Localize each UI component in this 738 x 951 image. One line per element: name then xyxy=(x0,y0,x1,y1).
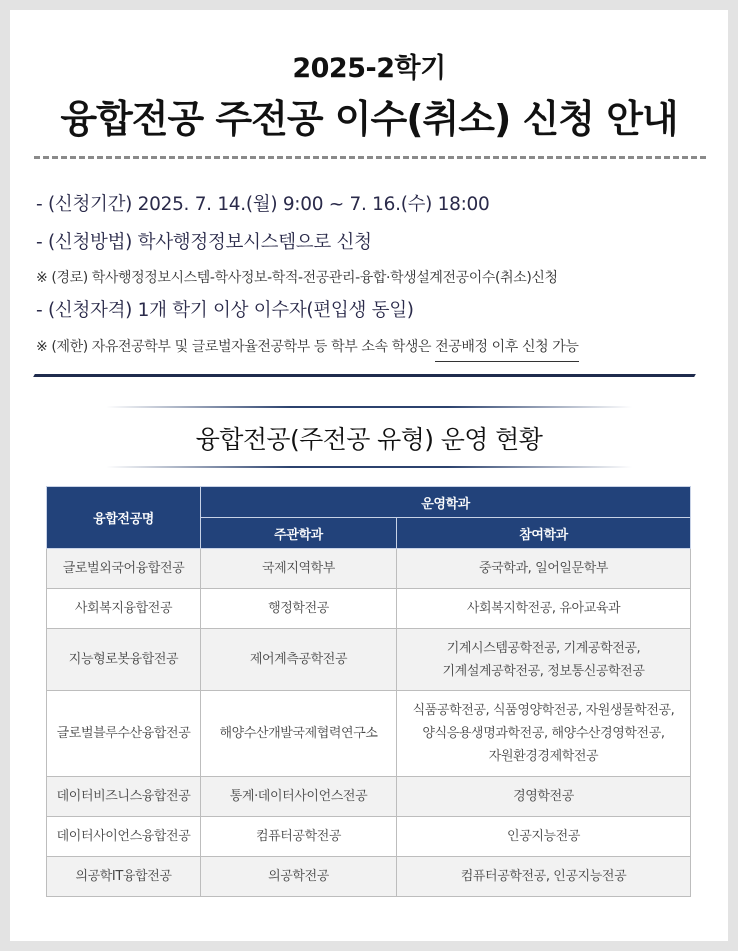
partner-dept-line: 컴퓨터공학전공, 인공지능전공 xyxy=(460,869,627,884)
cell-major-name: 지능형로봇융합전공 xyxy=(47,629,201,691)
cell-partner-depts xyxy=(397,549,691,589)
cell-partner-depts xyxy=(397,857,691,897)
section-title-top-rule xyxy=(106,406,632,408)
cell-main-dept: 국제지역학부 xyxy=(201,549,397,589)
table-row xyxy=(47,549,691,589)
partner-dept-line: 기계설계공학전공, 정보통신공학전공 xyxy=(442,663,645,679)
info-limit-note xyxy=(36,336,579,356)
limit-note-emphasis: 전공배정 이후 신청 가능 xyxy=(435,339,578,362)
section-divider xyxy=(33,374,696,377)
cell-partner-depts xyxy=(397,777,691,817)
table-row xyxy=(47,817,691,857)
cell-major-name: 글로벌블루수산융합전공 xyxy=(47,691,201,777)
section-title: 융합전공(주전공 유형) 운영 현황 xyxy=(195,425,543,454)
dashed-divider xyxy=(34,156,706,159)
section-title-bottom-rule xyxy=(106,466,632,468)
table-row xyxy=(47,589,691,629)
header-main-dept: 주관학과 xyxy=(201,518,397,549)
cell-major-name: 사회복지융합전공 xyxy=(47,589,201,629)
table-body xyxy=(47,549,691,897)
partner-dept-line: 경영학전공 xyxy=(513,789,574,804)
partner-dept-line: 사회복지학전공, 유아교육과 xyxy=(466,601,621,616)
notice-card xyxy=(10,10,728,941)
info-eligibility: - (신청자격) 1개 학기 이상 이수자(편입생 동일) xyxy=(36,300,414,321)
info-method: - (신청방법) 학사행정정보시스템으로 신청 xyxy=(36,232,372,253)
cell-partner-depts xyxy=(397,589,691,629)
cell-major-name: 데이터비즈니스융합전공 xyxy=(47,777,201,817)
partner-dept-line: 식품공학전공, 식품영양학전공, 자원생물학전공, xyxy=(412,703,675,718)
cell-main-dept: 통계·데이터사이언스전공 xyxy=(201,777,397,817)
limit-note-text: ※ (제한) 자유전공학부 및 글로벌자율전공학부 등 학부 소속 학생은 xyxy=(36,339,436,355)
partner-dept-line: 양식응용생명과학전공, 해양수산경영학전공, xyxy=(422,726,665,741)
cell-major-name: 의공학IT융합전공 xyxy=(47,857,201,897)
partner-dept-line: 중국학과, 일어일문학부 xyxy=(478,561,609,576)
notice-year: 2025-2학기 xyxy=(292,53,446,84)
table-row xyxy=(47,777,691,817)
cell-partner-depts xyxy=(397,629,691,691)
cell-major-name: 글로벌외국어융합전공 xyxy=(47,549,201,589)
info-period: - (신청기간) 2025. 7. 14.(월) 9:00 ~ 7. 16.(수) 18:00 xyxy=(36,194,490,215)
table-row xyxy=(47,691,691,777)
header-major-name: 융합전공명 xyxy=(47,487,201,549)
notice-title: 융합전공 주전공 이수(취소) 신청 안내 xyxy=(60,97,678,141)
partner-dept-line: 자원환경경제학전공 xyxy=(488,749,599,764)
cell-main-dept: 행정학전공 xyxy=(201,589,397,629)
cell-partner-depts xyxy=(397,817,691,857)
partner-dept-line: 인공지능전공 xyxy=(507,829,580,844)
partner-dept-line: 기계시스템공학전공, 기계공학전공, xyxy=(446,640,641,656)
convergence-major-table xyxy=(46,486,691,897)
cell-partner-depts xyxy=(397,691,691,777)
table-row xyxy=(47,857,691,897)
cell-major-name: 데이터사이언스융합전공 xyxy=(47,817,201,857)
cell-main-dept: 해양수산개발국제협력연구소 xyxy=(201,691,397,777)
cell-main-dept: 제어계측공학전공 xyxy=(201,629,397,691)
cell-main-dept: 컴퓨터공학전공 xyxy=(201,817,397,857)
table-row xyxy=(47,629,691,691)
header-operating-dept: 운영학과 xyxy=(201,487,691,518)
info-route-note: ※ (경로) 학사행정정보시스템-학사정보-학적-전공관리-융합·학생설계전공이수(취소)신청 xyxy=(36,270,558,286)
cell-main-dept: 의공학전공 xyxy=(201,857,397,897)
header-partner-depts: 참여학과 xyxy=(397,518,691,549)
